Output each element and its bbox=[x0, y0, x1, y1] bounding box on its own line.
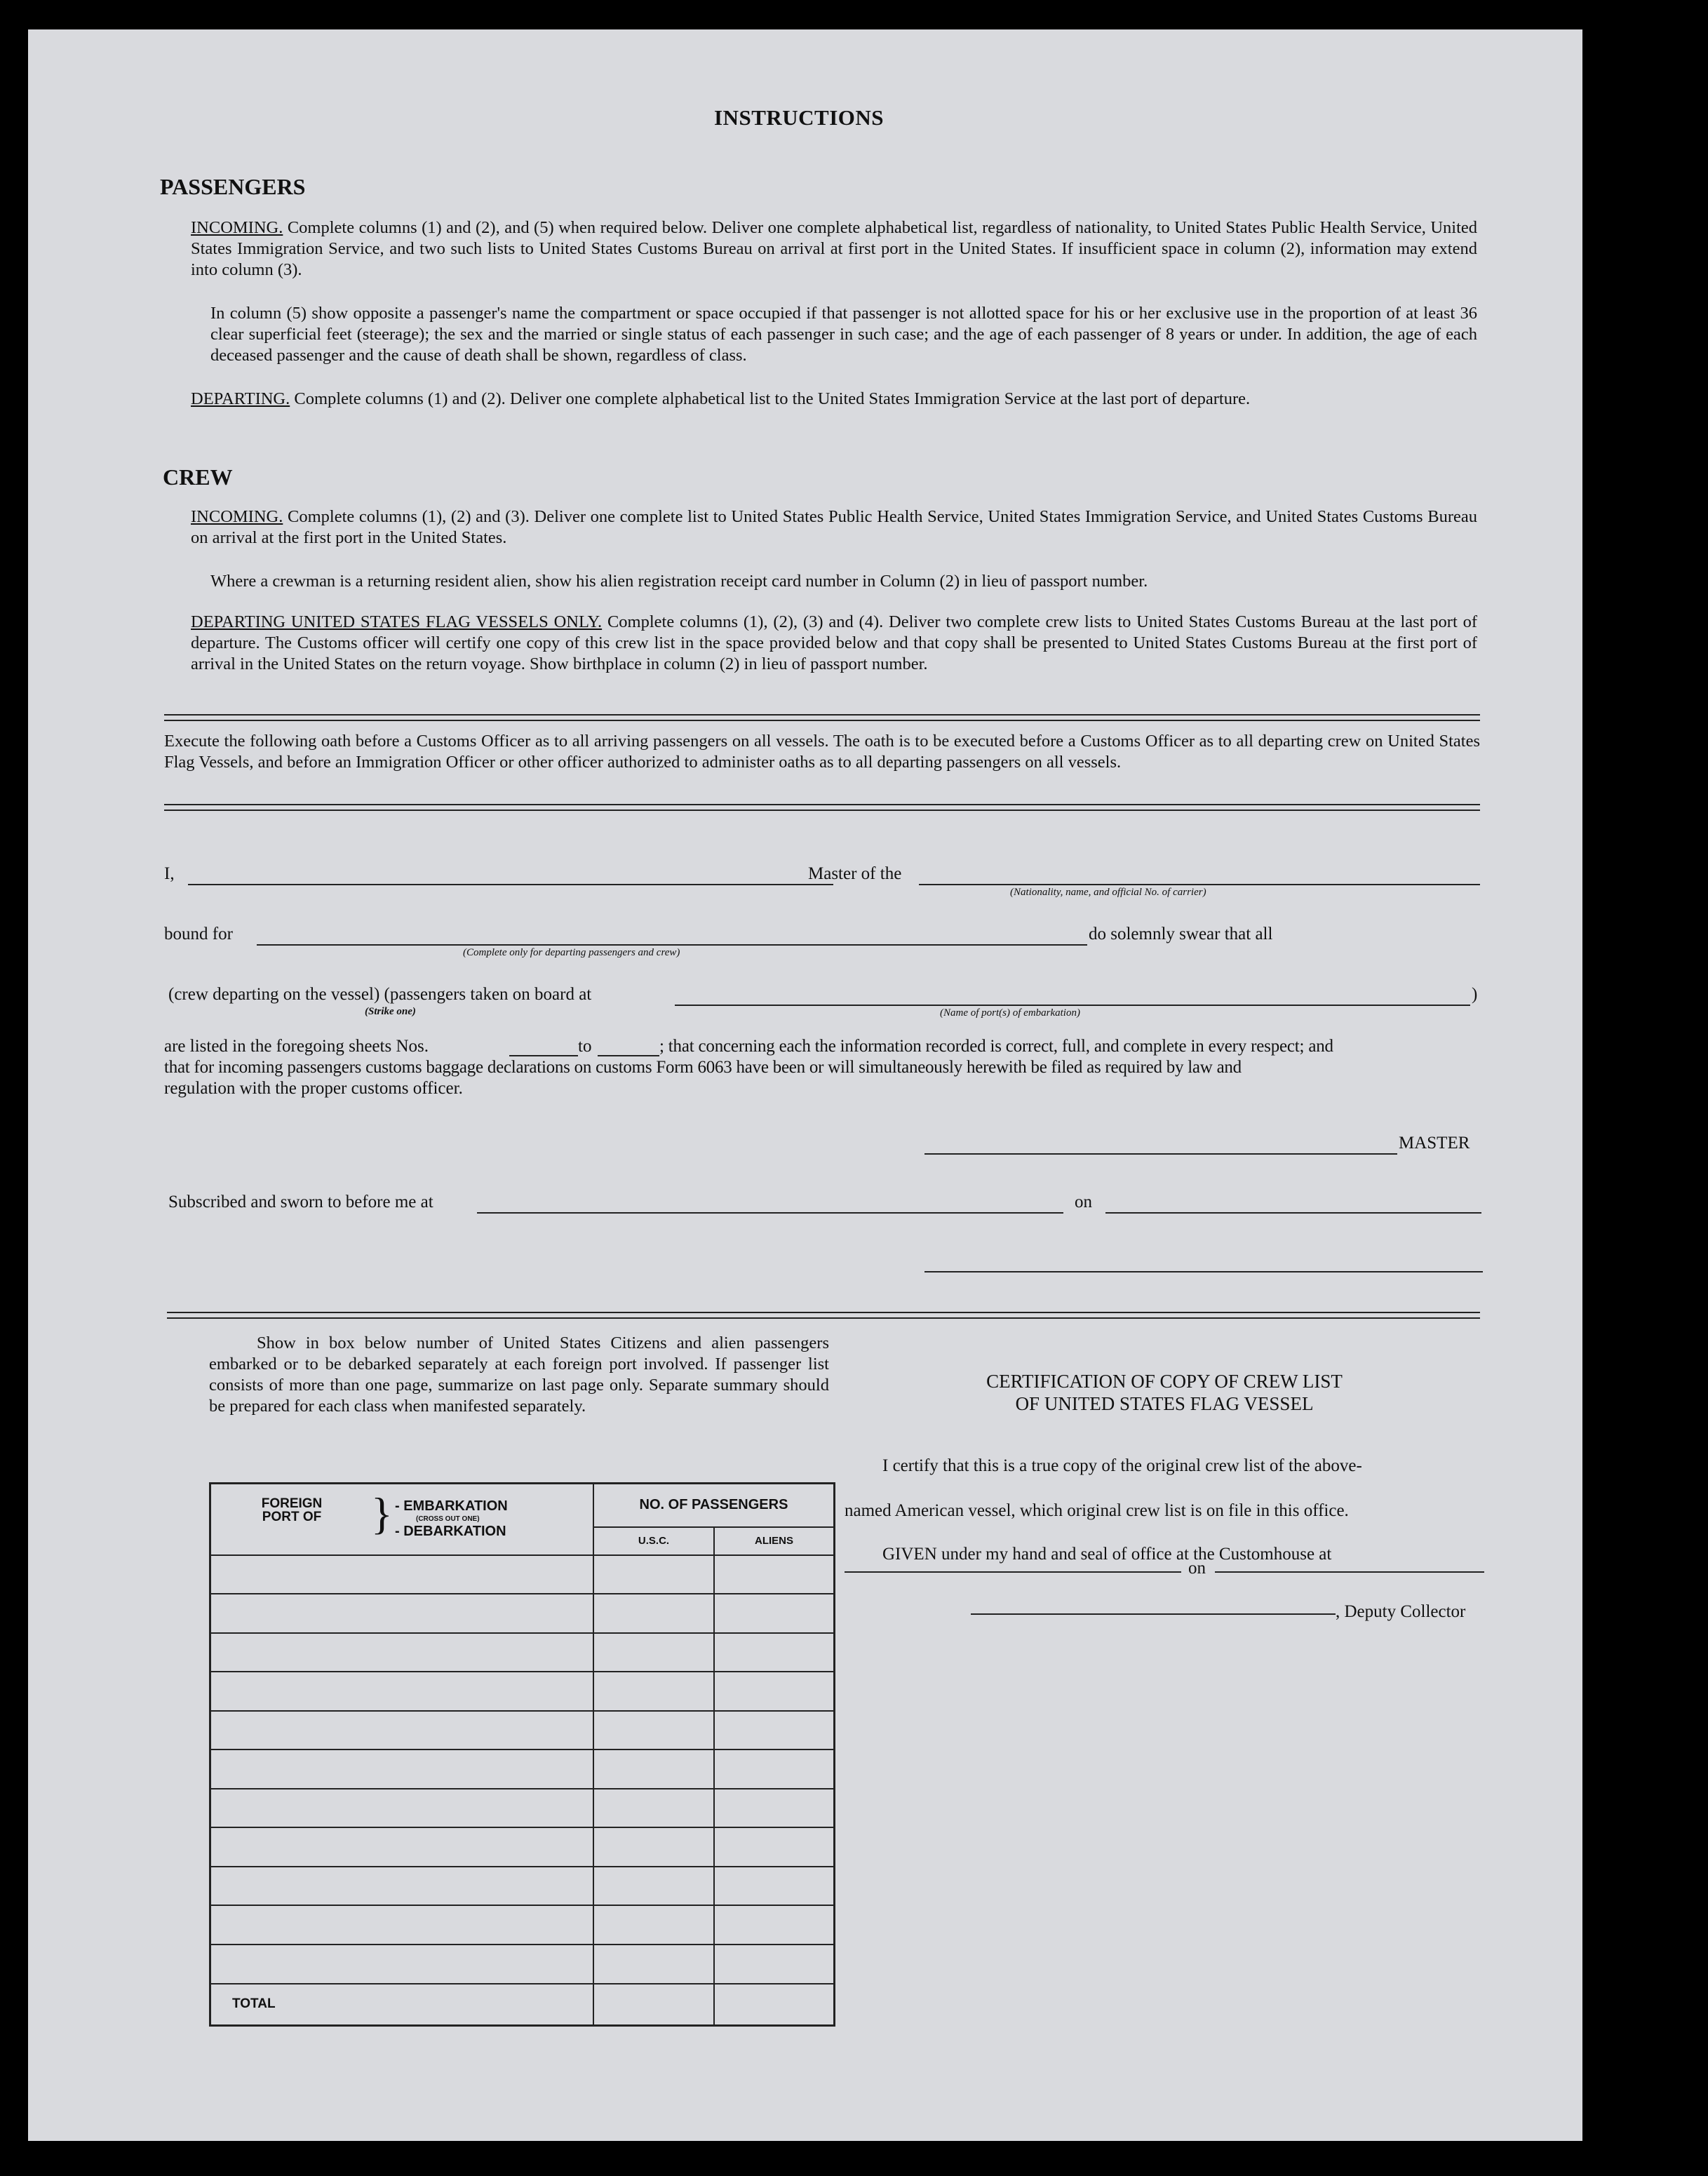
passengers-heading: PASSENGERS bbox=[160, 174, 306, 199]
certification-date-line[interactable] bbox=[1215, 1571, 1484, 1573]
table-row[interactable] bbox=[210, 1789, 835, 1828]
crew-incoming-paragraph bbox=[191, 506, 1477, 549]
embarkation-label: - EMBARKATION bbox=[395, 1498, 508, 1514]
passengers-departing-paragraph bbox=[191, 389, 1477, 410]
summary-instructions: Show in box below number of United States Citizens and alien passengers embarked or to be debarked separately at each foreign port involved. If passenger list consists of more than one page, summarize on last page only. Separate summary should be prepared for each class when manifested separately. bbox=[209, 1334, 829, 1416]
crew-departing-label: (crew departing on the vessel) (passengers taken on board at bbox=[168, 985, 592, 1004]
table-row[interactable] bbox=[210, 1633, 835, 1672]
bound-for-caption: (Complete only for departing passengers and crew) bbox=[463, 947, 680, 958]
table-row[interactable] bbox=[210, 1711, 835, 1750]
listed-text-3: regulation with the proper customs officer. bbox=[164, 1079, 463, 1098]
master-name-line[interactable] bbox=[188, 884, 833, 885]
close-paren: ) bbox=[1472, 985, 1478, 1004]
divider bbox=[167, 1312, 1480, 1319]
subscribed-label: Subscribed and sworn to before me at bbox=[168, 1193, 433, 1211]
crew-incoming-label: INCOMING. bbox=[191, 507, 283, 526]
master-signature-label: MASTER bbox=[1399, 1134, 1470, 1153]
passengers-incoming-paragraph bbox=[191, 217, 1477, 281]
table-row[interactable] bbox=[210, 1672, 835, 1711]
certification-title-2: OF UNITED STATES FLAG VESSEL bbox=[1015, 1393, 1314, 1414]
foreign-port-label: FOREIGN PORT OF bbox=[261, 1496, 323, 1524]
passenger-summary-table bbox=[209, 1482, 835, 2027]
sworn-on-label: on bbox=[1075, 1193, 1092, 1211]
passengers-incoming-text: Complete columns (1) and (2), and (5) when required below. Deliver one complete alphabetical list, regardless of nationality, to United States Public Health Service, United States Immigration Service, and two such lists to United States Customs Bureau on arrival at first port in the United States. If insufficient space in column (2), information may extend into column (3). bbox=[191, 218, 1478, 279]
passengers-departing-text: Complete columns (1) and (2). Deliver one complete alphabetical list to the United States Immigration Service at the last port of departure. bbox=[294, 389, 1251, 408]
table-row[interactable] bbox=[210, 1867, 835, 1906]
divider bbox=[164, 804, 1480, 811]
crew-departing-label: DEPARTING UNITED STATES FLAG VESSELS ONLY. bbox=[191, 612, 603, 631]
table-row[interactable] bbox=[210, 1555, 835, 1594]
master-of-label: Master of the bbox=[808, 864, 902, 883]
strike-one-caption: (Strike one) bbox=[365, 1006, 416, 1017]
port-caption: (Name of port(s) of embarkation) bbox=[940, 1007, 1080, 1019]
listed-text-2: that for incoming passengers customs baggage declarations on customs Form 6063 have been or will simultaneously herewith be filed as required by law and bbox=[164, 1058, 1242, 1077]
document-sheet bbox=[28, 29, 1582, 2141]
master-signature-line[interactable] bbox=[924, 1153, 1397, 1155]
no-of-passengers-header: NO. OF PASSENGERS bbox=[593, 1484, 835, 1527]
sheet-from-line[interactable] bbox=[509, 1055, 578, 1056]
sworn-date-line[interactable] bbox=[1105, 1212, 1481, 1214]
table-row[interactable] bbox=[210, 1749, 835, 1789]
passengers-incoming-label: INCOMING. bbox=[191, 218, 283, 237]
customhouse-line[interactable] bbox=[845, 1571, 1181, 1573]
sheet-to-line[interactable] bbox=[598, 1055, 659, 1056]
total-row[interactable] bbox=[210, 1984, 835, 2026]
listed-to-label: to bbox=[578, 1037, 592, 1056]
foreign-port-header bbox=[210, 1484, 594, 1555]
carrier-caption: (Nationality, name, and official No. of carrier) bbox=[1010, 887, 1206, 898]
certification-title-1: CERTIFICATION OF COPY OF CREW LIST bbox=[986, 1371, 1343, 1392]
crew-heading: CREW bbox=[163, 464, 233, 490]
crew-departing-paragraph bbox=[191, 612, 1477, 675]
passengers-column5-paragraph: In column (5) show opposite a passenger's name the compartment or space occupied if that passenger is not allotted space for his or her exclusive use in the proportion of at least 36 clear superficial feet (steerage); the sex and the married or single status of each passenger in such case; and the age of each passenger of 8 years or under. In addition, the age of each deceased passenger and the cause of death shall be shown, regardless of class. bbox=[210, 304, 1477, 365]
page-title: INSTRUCTIONS bbox=[714, 105, 885, 130]
bound-for-label: bound for bbox=[164, 925, 233, 943]
certification-line-2: named American vessel, which original crew list is on file in this office. bbox=[845, 1501, 1349, 1520]
carrier-line[interactable] bbox=[919, 884, 1480, 885]
crew-resident-paragraph: Where a crewman is a returning resident alien, show his alien registration receipt card number in Column (2) in lieu of passport number. bbox=[210, 572, 1148, 591]
deputy-collector-label: , Deputy Collector bbox=[1336, 1602, 1466, 1621]
bound-for-line[interactable] bbox=[257, 944, 1087, 946]
crew-departing-text: Complete columns (1), (2), (3) and (4). Deliver two complete crew lists to United States Customs Bureau at the last port of departure. The Customs officer will certify one copy of this crew list in the space provided below and that copy shall be presented to United States Customs Bureau at the first port of arrival in the United States on the return voyage. Show birthplace in column (2) in lieu of passport number. bbox=[191, 612, 1477, 673]
cross-out-label: (CROSS OUT ONE) bbox=[416, 1515, 480, 1523]
divider bbox=[164, 714, 1480, 721]
table-row[interactable] bbox=[210, 1945, 835, 1984]
certification-line-1: I certify that this is a true copy of the original crew list of the above- bbox=[882, 1456, 1362, 1475]
table-row[interactable] bbox=[210, 1827, 835, 1867]
oath-i-label: I, bbox=[164, 864, 175, 883]
right-margin bbox=[1582, 0, 1708, 2176]
usc-header: U.S.C. bbox=[593, 1527, 714, 1555]
listed-sheets-label: are listed in the foregoing sheets Nos. bbox=[164, 1037, 429, 1056]
officer-signature-line[interactable] bbox=[924, 1271, 1483, 1272]
oath-intro-paragraph: Execute the following oath before a Customs Officer as to all arriving passengers on all vessels. The oath is to be executed before a Customs Officer as to all departing crew on United States Flag Vessels, and before an Immigration Officer or other officer authorized to administer oaths as to all departing passengers on all vessels. bbox=[164, 732, 1480, 772]
aliens-header: ALIENS bbox=[714, 1527, 835, 1555]
passengers-departing-label: DEPARTING. bbox=[191, 389, 290, 408]
brace-icon: } bbox=[371, 1489, 393, 1538]
table-row[interactable] bbox=[210, 1905, 835, 1945]
certification-on-label: on bbox=[1188, 1559, 1206, 1578]
deputy-signature-line[interactable] bbox=[971, 1613, 1336, 1615]
crew-incoming-text: Complete columns (1), (2) and (3). Deliver one complete list to United States Public Health Service, United States Immigration Service, and United States Customs Bureau on arrival at the first port in the United States. bbox=[191, 507, 1477, 547]
certification-line-3: GIVEN under my hand and seal of office at the Customhouse at bbox=[882, 1545, 1332, 1564]
port-embarkation-line[interactable] bbox=[675, 1005, 1470, 1006]
swear-label: do solemnly swear that all bbox=[1089, 925, 1273, 943]
table-row[interactable] bbox=[210, 1594, 835, 1633]
debarkation-label: - DEBARKATION bbox=[395, 1524, 506, 1539]
total-label: TOTAL bbox=[210, 1984, 594, 2026]
listed-text-1: ; that concerning each the information recorded is correct, full, and complete in every respect; and bbox=[659, 1037, 1333, 1056]
sworn-place-line[interactable] bbox=[477, 1212, 1063, 1214]
